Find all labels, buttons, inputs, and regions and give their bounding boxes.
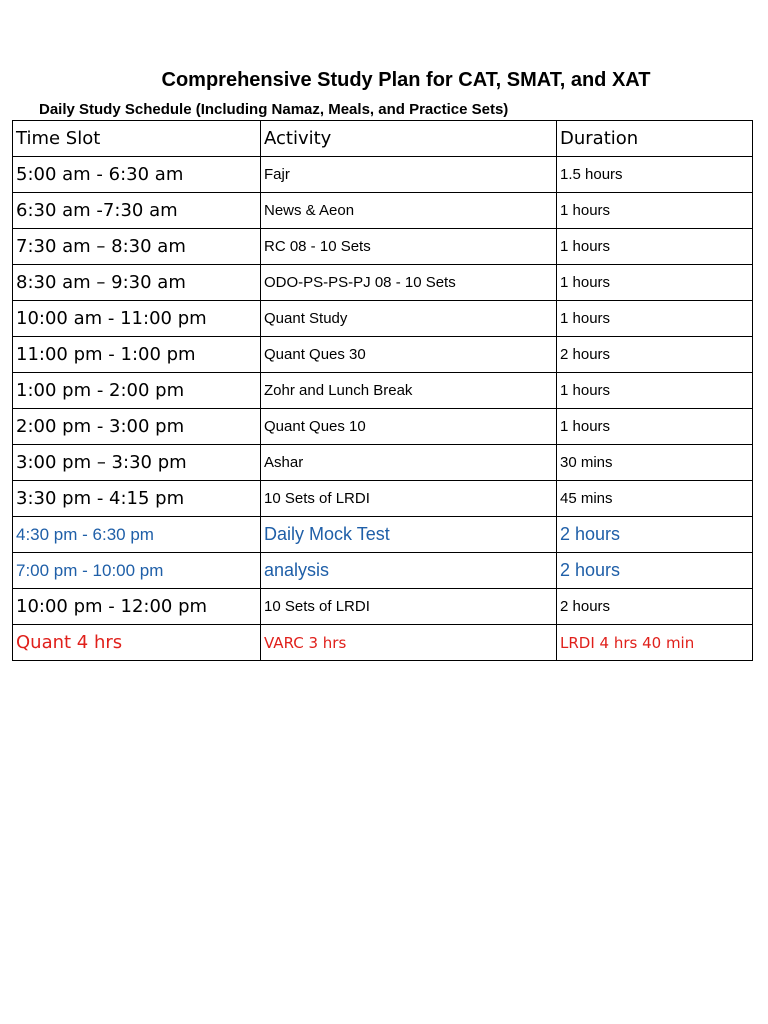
duration-cell: 1 hours	[557, 409, 753, 445]
time-cell: 10:00 pm - 12:00 pm	[13, 589, 261, 625]
time-cell: 10:00 am - 11:00 pm	[13, 301, 261, 337]
activity-cell: RC 08 - 10 Sets	[261, 229, 557, 265]
duration-cell: 1 hours	[557, 229, 753, 265]
activity-cell: Fajr	[261, 157, 557, 193]
time-cell: 6:30 am -7:30 am	[13, 193, 261, 229]
duration-cell: 1.5 hours	[557, 157, 753, 193]
time-cell: 8:30 am – 9:30 am	[13, 265, 261, 301]
activity-cell: 10 Sets of LRDI	[261, 481, 557, 517]
table-row	[13, 301, 753, 337]
table-row	[13, 157, 753, 193]
time-cell: 7:00 pm - 10:00 pm	[13, 553, 261, 589]
time-cell: 4:30 pm - 6:30 pm	[13, 517, 261, 553]
duration-cell: 2 hours	[557, 517, 753, 553]
time-cell: 2:00 pm - 3:00 pm	[13, 409, 261, 445]
table-row	[13, 445, 753, 481]
table-row-highlight	[13, 517, 753, 553]
duration-cell: 1 hours	[557, 373, 753, 409]
summary-lrdi: LRDI 4 hrs 40 min	[557, 625, 753, 661]
activity-cell: Daily Mock Test	[261, 517, 557, 553]
duration-cell: 2 hours	[557, 589, 753, 625]
duration-cell: 2 hours	[557, 337, 753, 373]
table-row	[13, 589, 753, 625]
activity-cell: Quant Study	[261, 301, 557, 337]
table-row	[13, 193, 753, 229]
schedule-table	[12, 120, 753, 661]
time-cell: 3:00 pm – 3:30 pm	[13, 445, 261, 481]
table-row	[13, 337, 753, 373]
page-subtitle: Daily Study Schedule (Including Namaz, Meals, and Practice Sets)	[39, 101, 509, 118]
time-cell: 5:00 am - 6:30 am	[13, 157, 261, 193]
table-row-highlight	[13, 553, 753, 589]
table-row	[13, 229, 753, 265]
table-row	[13, 481, 753, 517]
time-cell: 7:30 am – 8:30 am	[13, 229, 261, 265]
activity-cell: Zohr and Lunch Break	[261, 373, 557, 409]
time-cell: 11:00 pm - 1:00 pm	[13, 337, 261, 373]
summary-row	[13, 625, 753, 661]
summary-quant: Quant 4 hrs	[13, 625, 261, 661]
duration-cell: 1 hours	[557, 193, 753, 229]
header-activity: Activity	[261, 121, 557, 157]
activity-cell: analysis	[261, 553, 557, 589]
header-duration: Duration	[557, 121, 753, 157]
duration-cell: 1 hours	[557, 301, 753, 337]
activity-cell: Quant Ques 30	[261, 337, 557, 373]
activity-cell: ODO-PS-PS-PJ 08 - 10 Sets	[261, 265, 557, 301]
activity-cell: Quant Ques 10	[261, 409, 557, 445]
time-cell: 1:00 pm - 2:00 pm	[13, 373, 261, 409]
activity-cell: News & Aeon	[261, 193, 557, 229]
duration-cell: 2 hours	[557, 553, 753, 589]
activity-cell: 10 Sets of LRDI	[261, 589, 557, 625]
summary-varc: VARC 3 hrs	[261, 625, 557, 661]
table-row	[13, 373, 753, 409]
table-row	[13, 265, 753, 301]
time-cell: 3:30 pm - 4:15 pm	[13, 481, 261, 517]
activity-cell: Ashar	[261, 445, 557, 481]
duration-cell: 1 hours	[557, 265, 753, 301]
header-time-slot: Time Slot	[13, 121, 261, 157]
table-row	[13, 409, 753, 445]
page-title: Comprehensive Study Plan for CAT, SMAT, and XAT	[161, 69, 651, 91]
table-header-row	[13, 121, 753, 157]
duration-cell: 45 mins	[557, 481, 753, 517]
duration-cell: 30 mins	[557, 445, 753, 481]
